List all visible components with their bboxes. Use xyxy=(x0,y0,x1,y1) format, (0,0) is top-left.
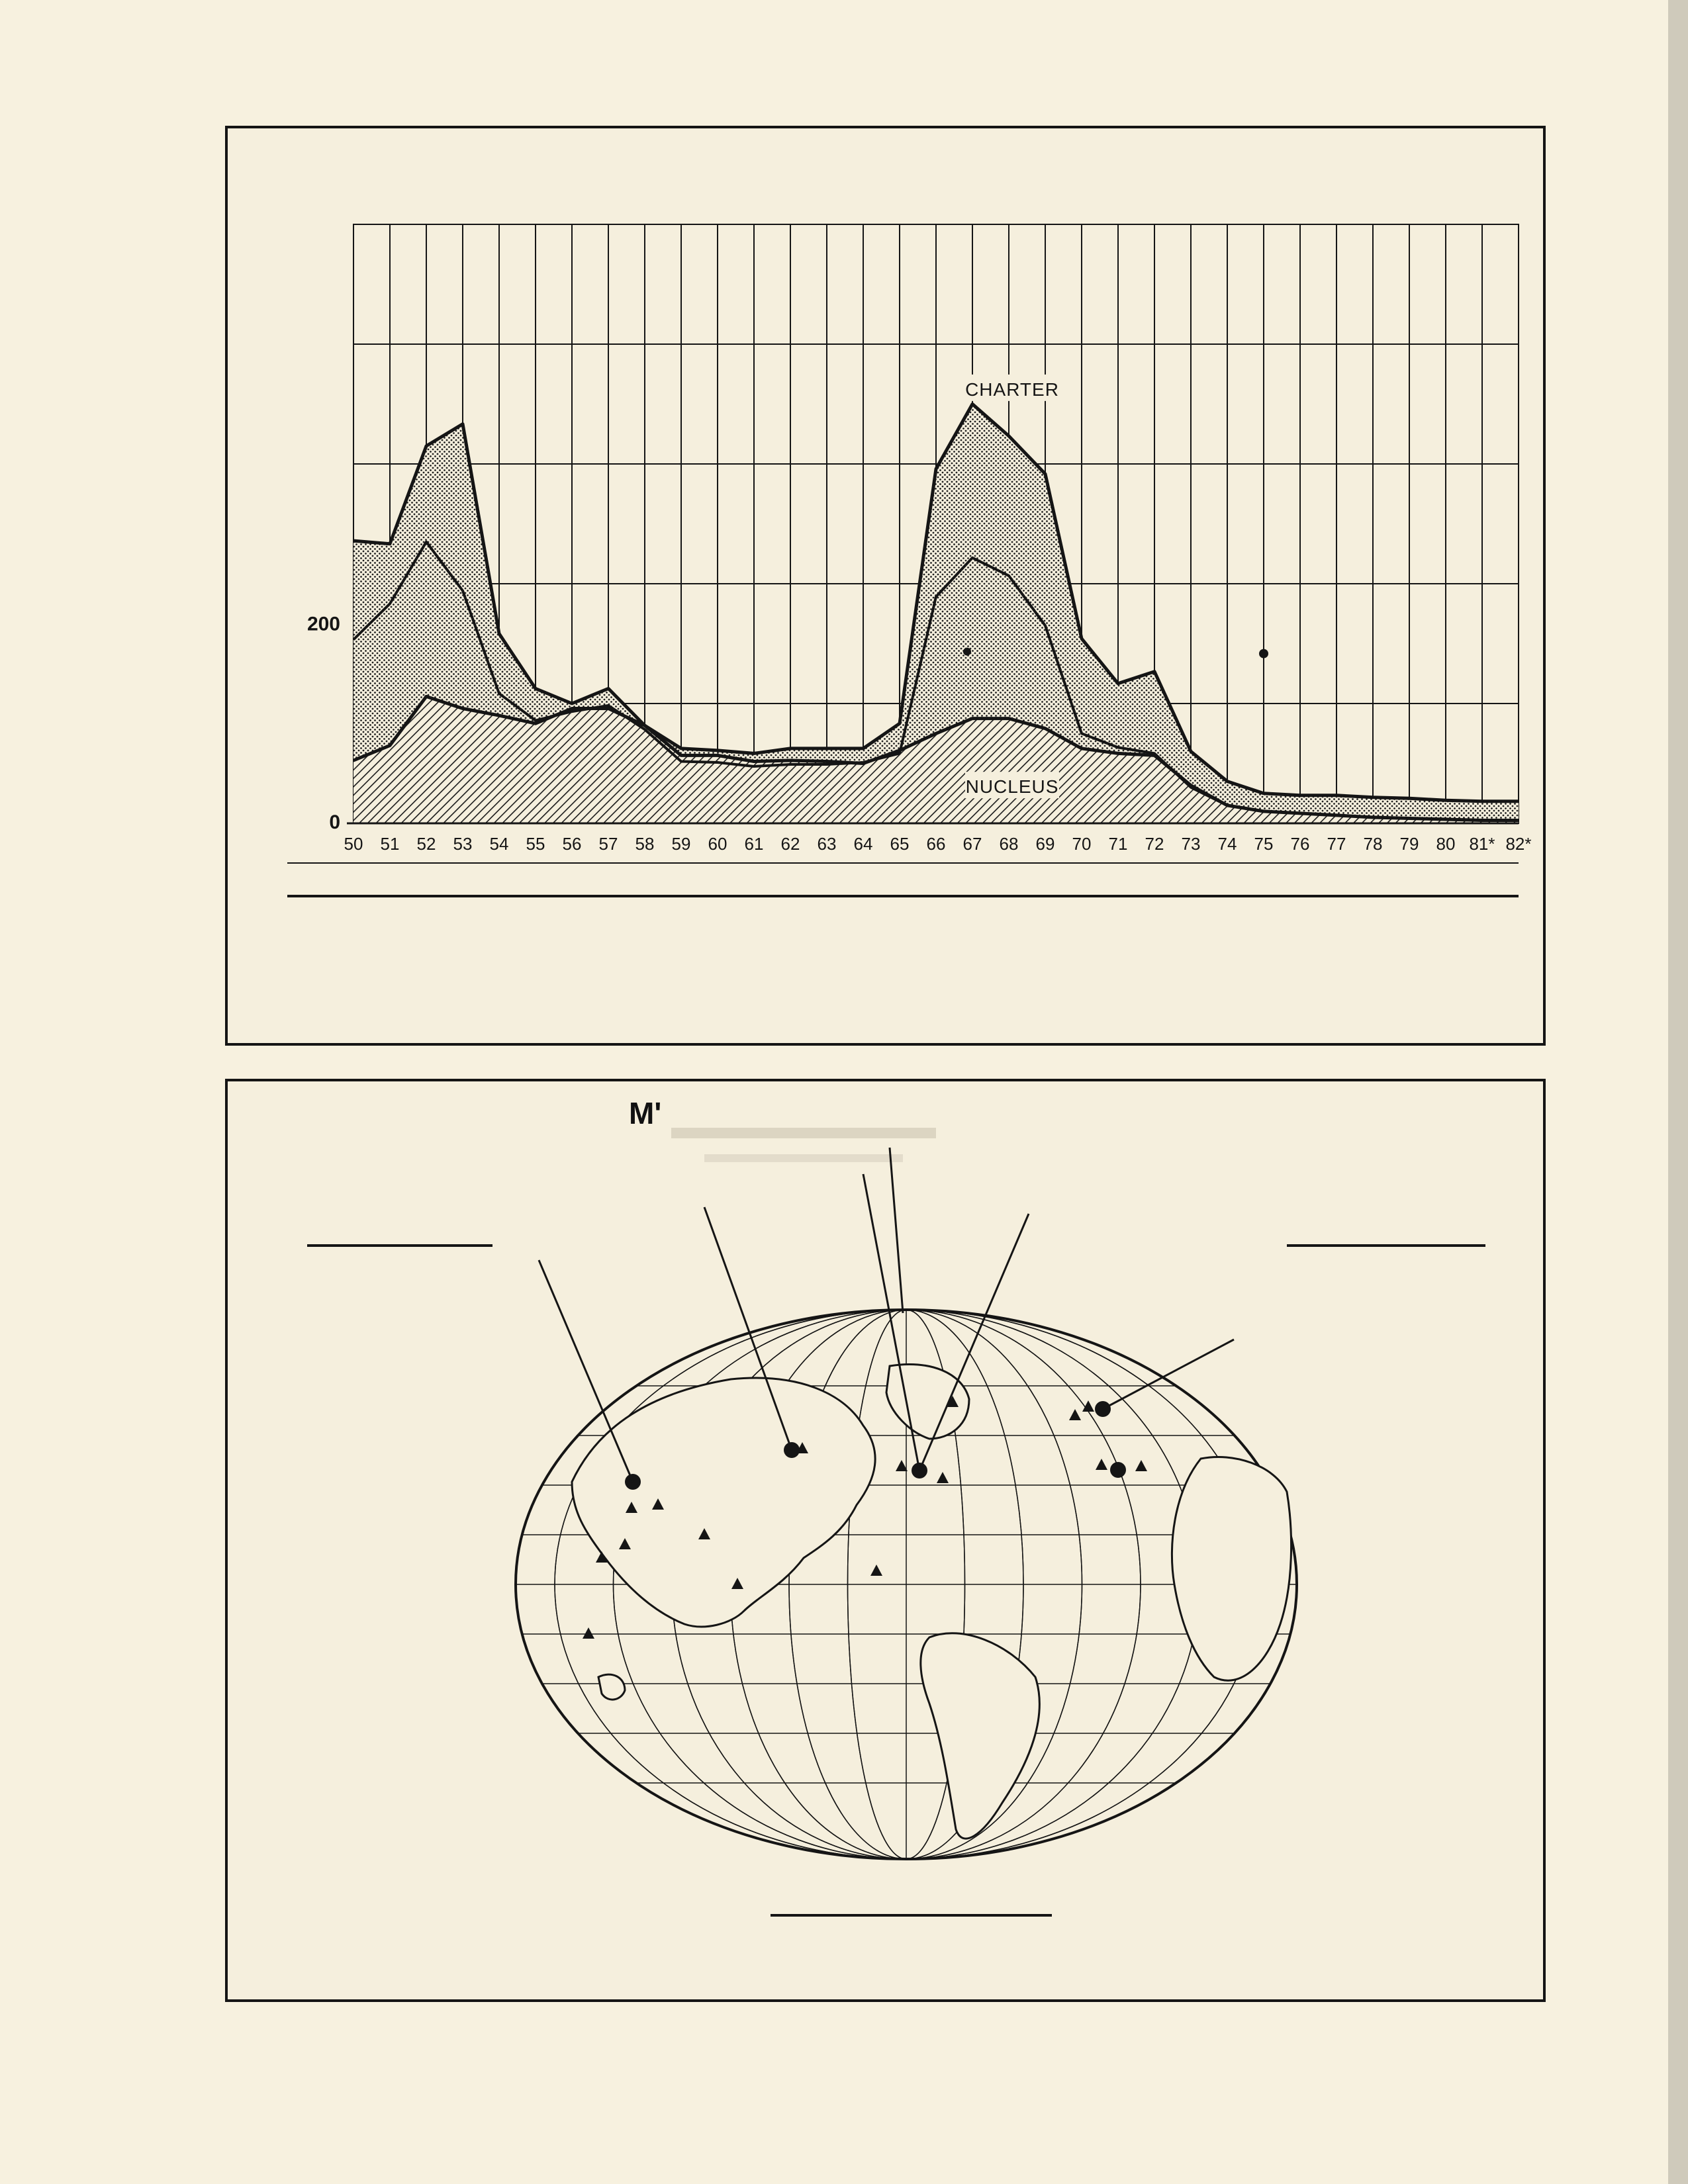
x-tick-label: 67 xyxy=(962,834,982,854)
x-tick-label: 72 xyxy=(1145,834,1164,854)
pacific-islands-landmass xyxy=(598,1674,625,1700)
x-tick-label: 68 xyxy=(999,834,1019,854)
x-tick-label: 51 xyxy=(380,834,400,854)
x-tick-label: 64 xyxy=(853,834,873,854)
x-tick-label: 70 xyxy=(1072,834,1092,854)
x-tick-label: 80 xyxy=(1436,834,1456,854)
x-tick-label: 73 xyxy=(1181,834,1201,854)
x-tick-label: 60 xyxy=(708,834,727,854)
x-tick-label: 76 xyxy=(1290,834,1310,854)
y-tick-label: 0 xyxy=(329,811,340,833)
chart-areas xyxy=(353,404,1519,823)
x-tick-label: 57 xyxy=(598,834,618,854)
stacked-area-chart xyxy=(228,128,1548,1048)
x-tick-label: 79 xyxy=(1399,834,1419,854)
chart-dot-mark xyxy=(963,648,971,656)
base-dot xyxy=(1110,1462,1126,1478)
x-tick-label: 66 xyxy=(926,834,946,854)
faded-text xyxy=(704,1154,903,1162)
page-edge-strip xyxy=(1668,0,1688,2184)
x-tick-label: 71 xyxy=(1108,834,1128,854)
x-tick-label: 62 xyxy=(780,834,800,854)
x-tick-label: 53 xyxy=(453,834,473,854)
faded-text xyxy=(671,1128,936,1138)
charter-label: CHARTER xyxy=(965,379,1059,400)
world-map xyxy=(228,1081,1548,2005)
x-tick-label: 69 xyxy=(1035,834,1055,854)
x-tick-label: 65 xyxy=(890,834,910,854)
chart-panel xyxy=(225,126,1546,1046)
nucleus-label: NUCLEUS xyxy=(965,776,1059,797)
x-tick-label: 54 xyxy=(489,834,509,854)
x-tick-label: 78 xyxy=(1363,834,1383,854)
chart-dot-mark xyxy=(1259,649,1268,659)
x-tick-label: 63 xyxy=(817,834,837,854)
x-tick-label: 74 xyxy=(1217,834,1237,854)
x-tick-label: 50 xyxy=(344,834,363,854)
x-tick-label: 58 xyxy=(635,834,655,854)
x-tick-label: 81* xyxy=(1469,834,1495,854)
x-tick-label: 61 xyxy=(744,834,764,854)
x-tick-label: 59 xyxy=(671,834,691,854)
x-tick-label: 75 xyxy=(1254,834,1274,854)
x-tick-label: 52 xyxy=(416,834,436,854)
x-tick-label: 55 xyxy=(526,834,545,854)
pointer-arrow xyxy=(890,1148,903,1313)
map-heading: M' xyxy=(629,1096,662,1130)
x-tick-label: 56 xyxy=(562,834,582,854)
x-tick-label: 77 xyxy=(1327,834,1346,854)
y-tick-label: 200 xyxy=(306,613,340,635)
x-tick-label: 82* xyxy=(1505,834,1532,854)
map-panel xyxy=(225,1079,1546,2002)
